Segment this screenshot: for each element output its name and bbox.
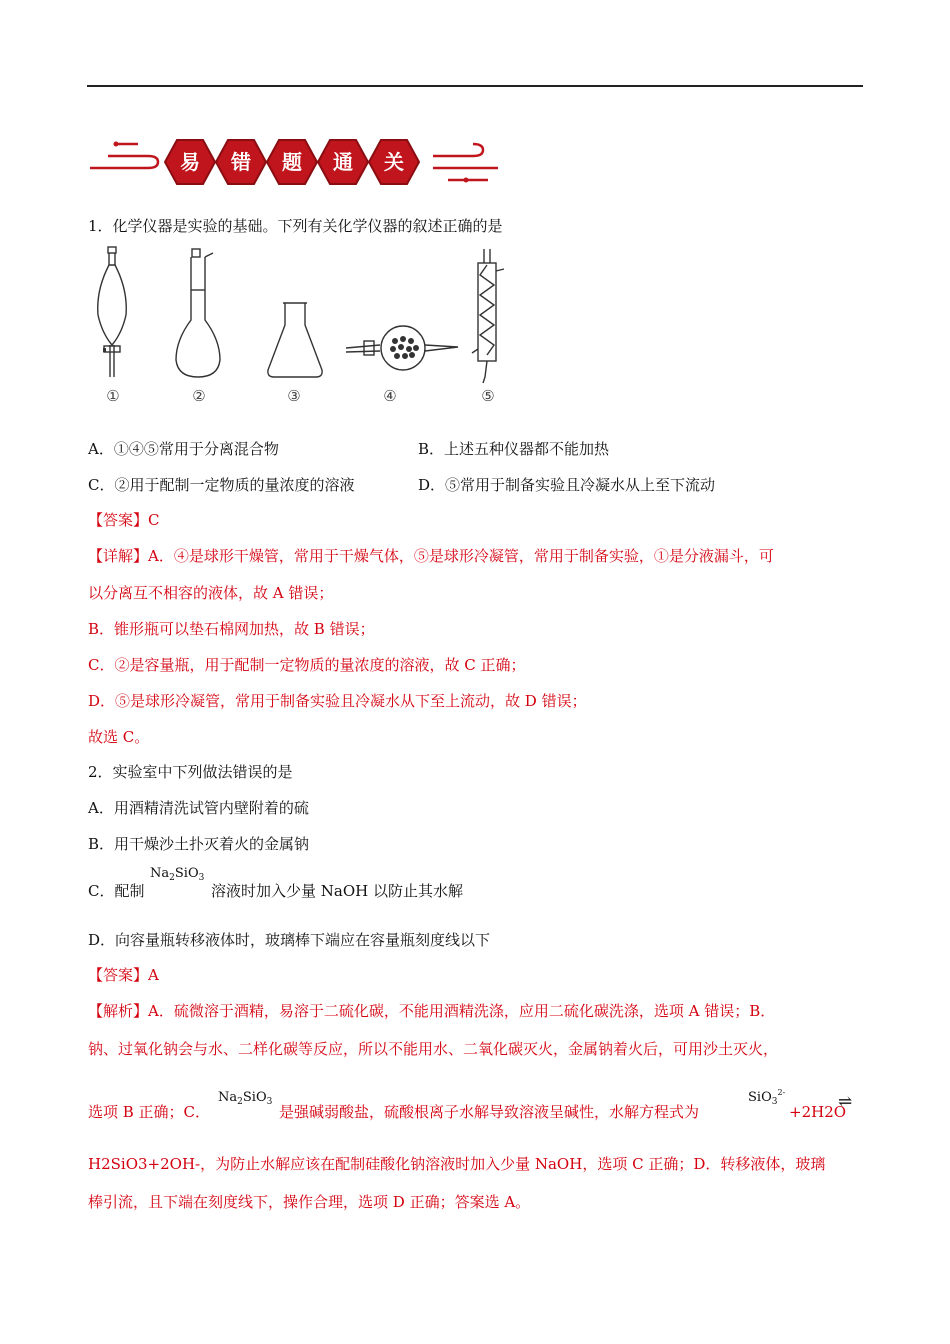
banner-hex-3 xyxy=(266,138,318,186)
q2-option-c-prefix: C．配制 xyxy=(88,882,145,900)
q2-option-c-formula: $Na_2SiO_3$ xyxy=(150,866,205,883)
q1-option-c: C．②用于配制一定物质的量浓度的溶液 xyxy=(88,476,355,494)
q1-explain-line: 以分离互不相容的液体，故 A 错误； xyxy=(88,584,334,602)
header-rule xyxy=(87,85,863,87)
q1-option-b: B．上述五种仪器都不能加热 xyxy=(418,440,610,458)
q1-explain-line: B．锥形瓶可以垫石棉网加热，故 B 错误； xyxy=(88,620,375,638)
banner-hex-2 xyxy=(215,138,267,186)
q2-option-a: A．用酒精清洗试管内壁附着的硫 xyxy=(88,799,309,817)
figure-label-4: ④ xyxy=(383,387,397,405)
q2-answer: 【答案】A xyxy=(88,966,159,984)
banner-char: 错 xyxy=(231,150,251,174)
q2-analysis-line: H2SiO3+2OH-，为防止水解应该在配制硅酸化钠溶液时加入少量 NaOH，选项 C 正确；D．转移液体，玻璃 xyxy=(88,1155,826,1173)
banner-hex-1 xyxy=(164,138,216,186)
q2-option-b: B．用干燥沙土扑灭着火的金属钠 xyxy=(88,835,310,853)
q1-stem: 1．化学仪器是实验的基础。下列有关化学仪器的叙述正确的是 xyxy=(88,217,503,235)
banner-char: 题 xyxy=(282,150,302,174)
q1-option-a: A．①④⑤常用于分离混合物 xyxy=(88,440,279,458)
q1-answer: 【答案】C xyxy=(88,511,160,529)
banner-char: 关 xyxy=(384,150,404,174)
figure-label-1: ① xyxy=(106,387,120,405)
figure-label-2: ② xyxy=(192,387,206,405)
q1-explain-line: D．⑤是球形冷凝管，常用于制备实验且冷凝水从下至上流动，故 D 错误； xyxy=(88,692,587,710)
q2-analysis-formula-na2sio3: $Na_2SiO_3$ xyxy=(218,1090,273,1107)
q1-explain-line: 故选 C。 xyxy=(88,728,150,746)
figure-label-3: ③ xyxy=(287,387,301,405)
banner-hex-5 xyxy=(368,138,420,186)
q1-option-d: D．⑤常用于制备实验且冷凝水从上至下流动 xyxy=(418,476,716,494)
q2-option-d: D．向容量瓶转移液体时，玻璃棒下端应在容量瓶刻度线以下 xyxy=(88,931,491,949)
apparatus-figure xyxy=(88,245,508,385)
banner-char: 通 xyxy=(333,150,353,174)
equilibrium-arrow: ⇌ xyxy=(838,1092,853,1112)
q2-analysis-water: +2H2O xyxy=(789,1103,847,1121)
q2-analysis-line: 【解析】A．硫微溶于酒精，易溶于二硫化碳，不能用酒精洗涤，应用二硫化碳洗涤，选项 A 错误；B． xyxy=(88,1002,776,1020)
q2-analysis-line: 棒引流，且下端在刻度线下，操作合理，选项 D 正确；答案选 A。 xyxy=(88,1193,531,1211)
q2-option-c-suffix: 溶液时加入少量 NaOH 以防止其水解 xyxy=(211,882,463,900)
q2-analysis-formula-sio3: SiO$_3^{2-}$ xyxy=(748,1088,786,1107)
banner-hex-4 xyxy=(317,138,369,186)
banner-char: 易 xyxy=(180,150,200,174)
q2-analysis-line: 钠、过氧化钠会与水、二样化碳等反应，所以不能用水、二氧化碳灭火，金属钠着火后，可用沙土灭火， xyxy=(88,1040,779,1058)
q1-explain-line: C．②是容量瓶，用于配制一定物质的量浓度的溶液，故 C 正确； xyxy=(88,656,526,674)
q1-explain-line: 【详解】A．④是球形干燥管，常用于干燥气体，⑤是球形冷凝管，常用于制备实验，①是分液漏斗，可 xyxy=(88,547,774,565)
q2-analysis-line: 是强碱弱酸盐，硫酸根离子水解导致溶液呈碱性，水解方程式为 xyxy=(279,1103,700,1121)
q2-analysis-line: 选项 B 正确；C． xyxy=(88,1103,211,1121)
q2-stem: 2．实验室中下列做法错误的是 xyxy=(88,763,293,781)
figure-label-5: ⑤ xyxy=(481,387,495,405)
